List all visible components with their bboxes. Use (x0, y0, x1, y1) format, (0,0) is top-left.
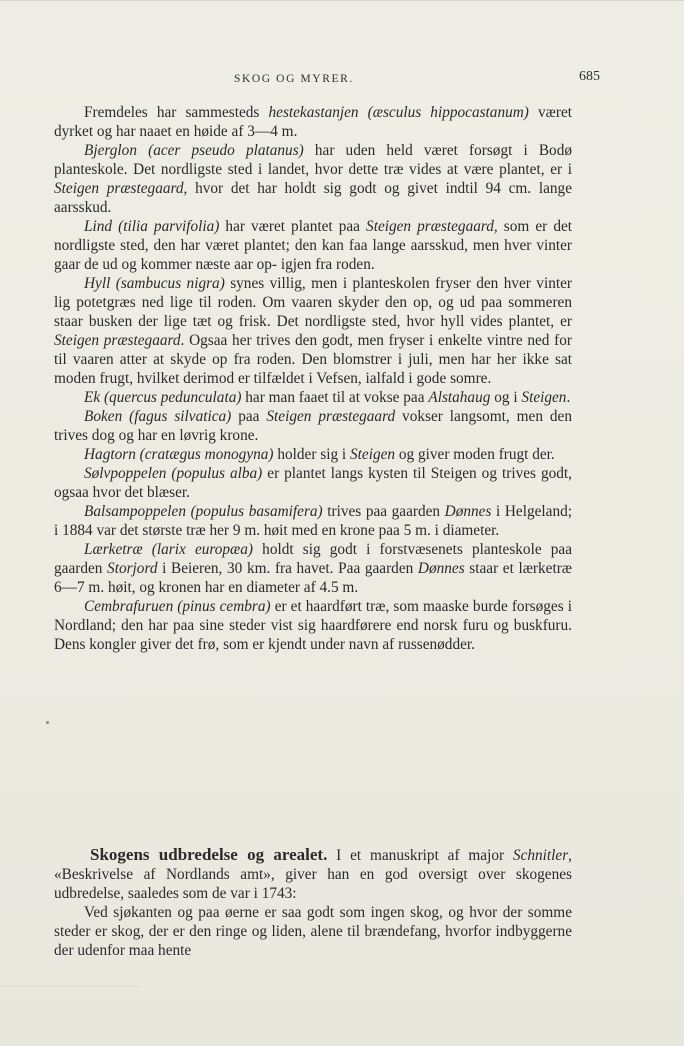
section-paragraph: Ved sjøkanten og paa øerne er saa godt som ingen skog, og hvor der somme steder er skog, der er den ringe og liden, alene til brændefang, hvorfor indbyggerne der udenfor maa hente (54, 904, 572, 959)
text-run: i Beieren, 30 km. fra havet. Paa gaarden (157, 560, 418, 577)
italic-term: Steigen (521, 389, 567, 406)
text-run: trives paa gaarden (322, 503, 445, 520)
section-heading: Skogens udbredelse og arealet. (90, 845, 328, 864)
italic-term: Hagtorn (cratægus monogyna) (84, 446, 274, 463)
text-run: har man faaet til at vokse paa (241, 389, 429, 406)
page-number: 685 (579, 69, 600, 84)
text-run: har været plantet paa (219, 218, 367, 235)
text-run: , hvor det har holdt sig godt og givet indtil 94 cm. lange aarsskud. (54, 180, 572, 216)
italic-term: Bjerglon (acer pseudo platanus) (84, 142, 304, 159)
text-run: , som er det nordligste sted, den har været plantet; den kan faa lange aarsskud, men hver vinter gaar de ud og kommer næste aar op- igjen fra roden. (54, 218, 573, 273)
italic-term: Ek (quercus pedunculata) (84, 389, 242, 406)
paragraph (54, 103, 572, 141)
italic-term: Dønnes (417, 560, 465, 577)
italic-term: Boken (fagus silvatica) (84, 408, 232, 425)
text-run: holdt sig godt i forstvæsenets planteskole paa gaarden (54, 541, 572, 577)
text-run: i Helgeland; i 1884 var det største træ her 9 m. høit med en krone paa 5 m. i diameter. (54, 503, 572, 539)
paragraph (54, 597, 572, 654)
text-run: . (566, 389, 571, 406)
italic-term: Hyll (sambucus nigra) (84, 275, 225, 292)
paragraph (54, 445, 572, 464)
italic-term: Steigen (350, 446, 396, 463)
italic-term: Steigen præstegaard (266, 408, 396, 425)
section-forest-distribution (54, 845, 572, 960)
text-run: vokser langsomt, men den trives dog og har en løvrig krone. (54, 408, 572, 444)
italic-term: Lærketræ (larix europæa) (84, 541, 254, 558)
text-run: I et manuskript af major (327, 847, 513, 864)
text-run: synes villig, men i planteskolen fryser den hver vinter lig potetgræs ned lige til roden. Om vaaren skyder den op, og ud paa sommeren staar busken der lige tæt og frisk. Det nordligste sted, hvor hyll vides plantet, er (54, 275, 572, 330)
text-run: er et haardført træ, som maaske burde forsøges i Nordland; den har paa sine steder vist sig haardførere end norsk furu og buskfuru. Dens kongler giver det frø, som er kjendt under navn af russenødder. (54, 598, 572, 653)
paragraph (54, 540, 572, 597)
text-run: staar et lærketræ 6—7 m. høit, og kronen har en diameter af 4.5 m. (54, 560, 572, 596)
text-run: . Ogsaa her trives den godt, men fryser i enkelte vintre ned for til vaaren atter at skyde op fra roden. Den blomstrer i juli, men har her ikke sat moden frugt, hvilket derimod er tilfældet i Vefsen, ialfald i gode somre. (54, 332, 572, 387)
page-header (54, 69, 600, 89)
italic-term: Storjord (107, 560, 158, 577)
italic-term: Steigen præstegaard (366, 218, 494, 235)
text-run: er plantet langs kysten til Steigen og trives godt, ogsaa hvor det blæser. (54, 465, 573, 501)
italic-term: Alstahaug (428, 389, 491, 406)
text-run: og i (490, 389, 522, 406)
text-run: og giver moden frugt der. (395, 446, 555, 463)
text-run: Fremdeles har sammesteds (84, 104, 269, 121)
italic-term: Balsampoppelen (populus basamifera) (84, 503, 323, 520)
paragraph (54, 407, 572, 445)
italic-term: Steigen præstegaard (54, 180, 184, 197)
page-edge-shade (0, 986, 140, 987)
italic-term: Lind (tilia parvifolia) (84, 218, 220, 235)
paragraph (54, 217, 572, 274)
text-run: været dyrket og har naaet en høide af 3—4 m. (54, 104, 572, 140)
running-head: SKOG OG MYRER. (234, 73, 354, 85)
text-run: paa (231, 408, 267, 425)
italic-term: Steigen præstegaard (54, 332, 181, 349)
paragraph (54, 274, 572, 388)
text-run: , «Beskrivelse af Nordlands amt», giver han en god oversigt over skogenes udbredelse, saaledes som de var i 1743: (54, 847, 572, 902)
italic-term: Dønnes (444, 503, 492, 520)
body-text (54, 103, 572, 654)
text-run: har uden held været forsøgt i Bodø planteskole. Det nordligste sted i landet, hvor dette træ vides at være plantet, er i (54, 142, 573, 178)
paragraph (54, 464, 572, 502)
italic-term: Schnitler (512, 847, 569, 864)
paragraph (54, 502, 572, 540)
italic-term: Sølvpoppelen (populus alba) (84, 465, 263, 482)
paragraph (54, 388, 572, 407)
italic-term: hestekastanjen (æsculus hippocastanum) (268, 104, 529, 121)
margin-dot (46, 721, 49, 724)
paragraph (54, 141, 572, 217)
text-run: holder sig i (273, 446, 350, 463)
italic-term: Cembrafuruen (pinus cembra) (84, 598, 271, 615)
section-intro-paragraph (54, 845, 572, 903)
